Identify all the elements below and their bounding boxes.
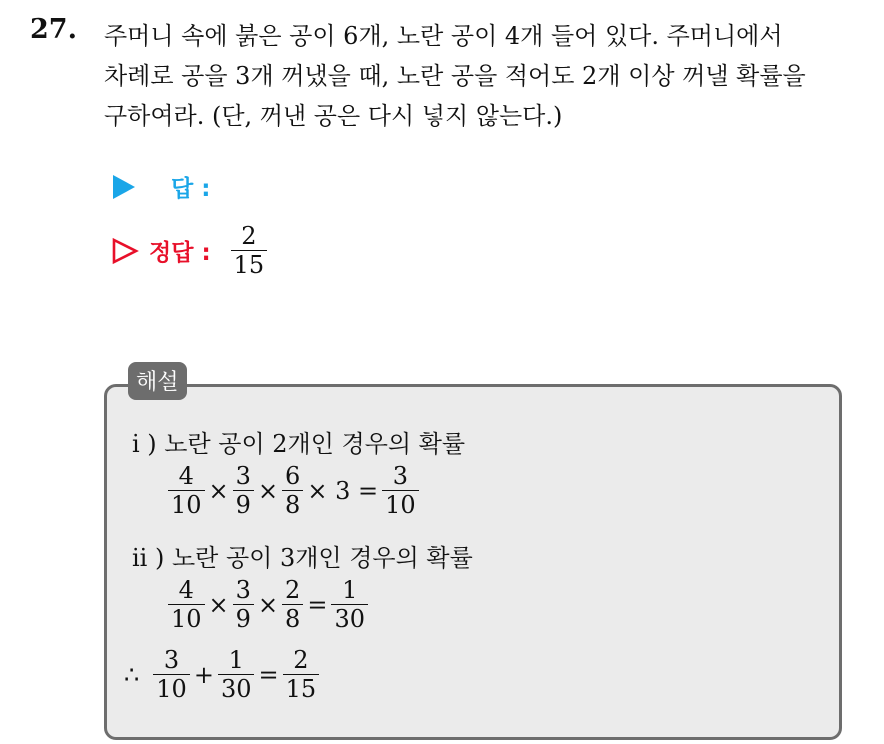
- correct-answer-label: 정답 :: [149, 240, 211, 266]
- case2-equation: $\frac{4}{10}$ × $\frac{3}{9}$ × $\frac{2}{8}$ = $\frac{1}{30}$: [168, 576, 368, 633]
- fraction: $\frac{6}{8}$: [282, 462, 303, 519]
- answer-row: [113, 170, 210, 203]
- question-number: 27.: [30, 14, 77, 45]
- question-line-3: 구하여라. (단, 꺼낸 공은 다시 넣지 않는다.): [104, 102, 563, 130]
- fraction-numerator: 2: [241, 222, 257, 250]
- case2-title: ii ) 노란 공이 3개인 경우의 확률: [132, 544, 473, 572]
- case1-title: i ) 노란 공이 2개인 경우의 확률: [132, 430, 466, 458]
- play-triangle-icon: [113, 175, 135, 199]
- fraction: $\frac{2}{8}$: [282, 576, 303, 633]
- question-line-1: 주머니 속에 붉은 공이 6개, 노란 공이 4개 들어 있다. 주머니에서: [104, 22, 783, 50]
- fraction: $\frac{3}{10}$: [153, 646, 190, 703]
- question-line-2: 차례로 공을 3개 꺼냈을 때, 노란 공을 적어도 2개 이상 꺼낼 확률을: [104, 62, 806, 90]
- fraction: $\frac{4}{10}$: [168, 576, 205, 633]
- fraction-denominator: 15: [233, 251, 265, 279]
- correct-answer-row: [111, 222, 267, 279]
- final-equation: ∴ $\frac{3}{10}$ + $\frac{1}{30}$ = $\frac{2}{15}$: [124, 646, 319, 703]
- fraction: $\frac{3}{10}$: [382, 462, 419, 519]
- solution-tag: 해설: [128, 362, 187, 400]
- fraction: $\frac{2}{15}$: [283, 646, 320, 703]
- therefore-symbol: ∴: [124, 660, 140, 689]
- case1-equation: $\frac{4}{10}$ × $\frac{3}{9}$ × $\frac{6}{8}$ × 3 = $\frac{3}{10}$: [168, 462, 419, 519]
- fraction: $\frac{1}{30}$: [218, 646, 255, 703]
- fraction: $\frac{1}{30}$: [331, 576, 368, 633]
- fraction: $\frac{4}{10}$: [168, 462, 205, 519]
- outline-triangle-icon: [111, 237, 139, 265]
- fraction: $\frac{3}{9}$: [233, 576, 254, 633]
- fraction: $\frac{3}{9}$: [233, 462, 254, 519]
- answer-label: 답 :: [171, 176, 211, 202]
- correct-answer-fraction: [231, 222, 268, 279]
